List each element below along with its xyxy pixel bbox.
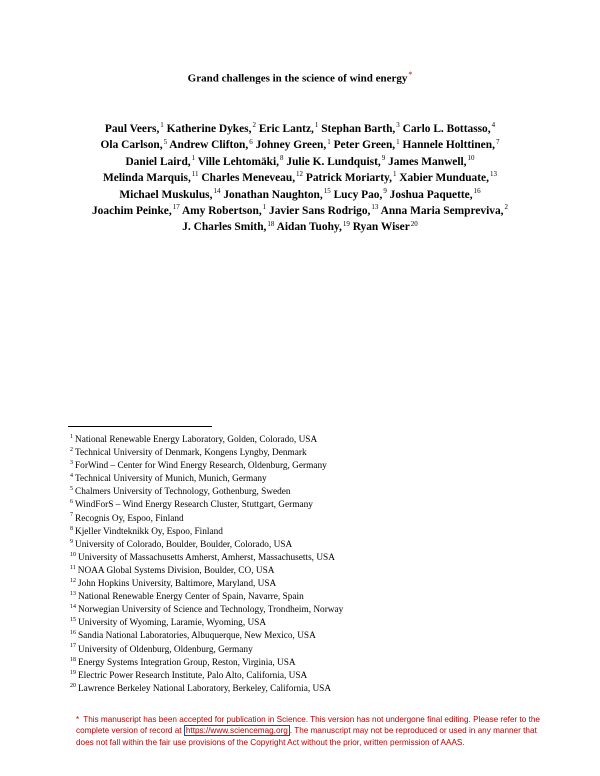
author-affiliation-number: 13 [371, 203, 379, 212]
author-name-text: Charles Meneveau, [201, 172, 296, 185]
author-affiliation-number: 18 [267, 219, 275, 228]
author-name-text: Stephan Barth, [321, 123, 396, 135]
affiliation-item [70, 460, 550, 473]
author-affiliation-number: 8 [280, 154, 284, 163]
author-affiliation-number: 9 [381, 154, 386, 163]
affiliation-number: 6 [70, 499, 73, 506]
affiliation-text: Lawrence Berkeley National Laboratory, Berkeley, California, USA [78, 683, 332, 694]
footnote-divider [68, 426, 212, 427]
affiliation-item [70, 539, 550, 552]
author-name-text: Julie K. Lundquist, [286, 155, 381, 168]
affiliation-text: NOAA Global Systems Division, Boulder, CO, USA [77, 565, 275, 576]
author-name-text: Patrick Moriarty, [305, 172, 392, 185]
affiliation-item [70, 499, 550, 512]
affiliation-text: Technical University of Munich, Munich, Germany [75, 474, 267, 485]
author-name [321, 123, 400, 135]
author-name [198, 156, 284, 168]
author-affiliation-number: 11 [191, 170, 199, 179]
author-name-text: Ville Lehtomäki, [197, 155, 280, 168]
affiliation-item [70, 513, 550, 526]
author-name [389, 186, 481, 201]
affiliation-item [70, 657, 550, 670]
author-name [169, 139, 252, 151]
affiliation-item [70, 670, 550, 683]
author-name-text: Andrew Clifton, [169, 139, 249, 152]
author-name-text: Javier Sans Rodrigo, [269, 205, 371, 218]
author-name [388, 156, 474, 168]
author-name-text: Hannele Holttinen, [402, 139, 495, 152]
affiliation-item [70, 591, 550, 604]
title-footnote-marker: * [408, 70, 413, 79]
footnote-marker: * [76, 715, 80, 724]
author-name [256, 139, 331, 151]
affiliation-item [70, 578, 550, 591]
author-name [259, 123, 319, 135]
affiliation-number: 16 [70, 630, 76, 637]
affiliation-number: 18 [70, 656, 76, 663]
author-name [182, 205, 266, 217]
affiliation-number: 9 [70, 538, 73, 545]
author-affiliation-number: 14 [213, 186, 221, 195]
author-affiliation-number: 1 [327, 137, 331, 146]
affiliation-number: 20 [70, 682, 76, 689]
author-name [269, 205, 378, 217]
author-affiliation-number: 6 [249, 137, 253, 146]
author-name-text: Katherine Dykes, [166, 123, 252, 135]
affiliation-item [70, 486, 550, 499]
affiliation-number: 5 [70, 486, 73, 493]
affiliation-text: Kjeller Vindteknikk Oy, Espoo, Finland [75, 526, 223, 537]
author-affiliation-number: 20 [410, 219, 418, 228]
author-affiliation-number: 1 [262, 203, 267, 212]
affiliation-text: John Hopkins University, Baltimore, Maryland, USA [78, 579, 277, 590]
author-affiliation-number: 17 [172, 203, 180, 212]
author-affiliation-number: 19 [342, 219, 350, 228]
author-name-text: Anna Maria Sempreviva, [380, 205, 504, 218]
author-name-text: Lucy Pao, [333, 188, 383, 201]
author-name-text: Johney Green, [255, 139, 327, 152]
author-affiliation-number: 2 [252, 121, 256, 130]
author-affiliation-number: 1 [314, 121, 319, 130]
author-name-text: Daniel Laird, [125, 155, 191, 168]
author-name [105, 123, 164, 135]
author-name-text: Amy Robertson, [181, 205, 262, 218]
affiliation-text: University of Oldenburg, Oldenburg, Germany [78, 644, 253, 655]
author-affiliation-number: 7 [495, 137, 500, 146]
author-list [84, 121, 516, 236]
affiliation-number: 8 [70, 525, 73, 532]
author-name-text: Carlo L. Bottasso, [402, 123, 491, 135]
affiliation-number: 15 [70, 617, 76, 624]
affiliation-text: Energy Systems Integration Group, Reston, Virginia, USA [78, 657, 296, 668]
affiliation-number: 12 [70, 577, 76, 584]
author-name [403, 123, 495, 135]
author-name [182, 221, 274, 233]
author-name-text: Joachim Peinke, [91, 205, 172, 218]
affiliation-text: WindForS – Wind Energy Research Cluster, Stuttgart, Germany [75, 500, 313, 511]
affiliation-item [70, 434, 550, 447]
author-name [103, 172, 199, 184]
author-affiliation-number: 13 [489, 170, 497, 179]
author-affiliation-number: 1 [191, 154, 196, 163]
author-name-text: Ryan Wiser [352, 221, 410, 234]
affiliation-number: 10 [70, 551, 76, 558]
affiliation-item [70, 644, 550, 657]
affiliation-item [70, 630, 550, 643]
author-name [92, 205, 180, 217]
author-name-text: Peter Green, [333, 139, 396, 152]
title-text: Grand challenges in the science of wind energy [187, 72, 408, 85]
affiliation-text: Norwegian University of Science and Technology, Trondheim, Norway [78, 605, 344, 616]
affiliation-item [70, 617, 550, 630]
affiliation-item [70, 604, 550, 617]
affiliation-item [70, 526, 550, 539]
paper-title [0, 70, 600, 85]
author-name [333, 186, 387, 201]
affiliation-item [70, 552, 550, 565]
author-name-text: Eric Lantz, [258, 123, 314, 135]
affiliation-item [70, 473, 550, 486]
affiliation-text: University of Massachusetts Amherst, Amherst, Massachusetts, USA [78, 552, 335, 563]
author-name [381, 205, 508, 217]
affiliation-number: 19 [70, 669, 76, 676]
affiliation-text: Technical University of Denmark, Kongens Lyngby, Denmark [75, 448, 307, 459]
author-name [399, 172, 497, 184]
author-name-text: Melinda Marquis, [103, 172, 191, 185]
author-affiliation-number: 1 [392, 170, 397, 179]
author-name-text: Paul Veers, [104, 123, 160, 135]
author-name [167, 123, 256, 135]
author-affiliation-number: 5 [163, 137, 168, 146]
author-name-text: Ola Carlson, [100, 139, 163, 152]
author-name-text: J. Charles Smith, [182, 221, 267, 234]
author-name-text: James Manwell, [388, 155, 467, 168]
sciencemag-link[interactable]: https://www.sciencemag.org [185, 726, 288, 736]
author-name-text: Xabier Munduate, [399, 172, 489, 185]
affiliation-list [70, 434, 550, 696]
affiliation-number: 7 [70, 512, 73, 519]
affiliation-number: 17 [70, 643, 76, 650]
affiliation-number: 1 [70, 433, 73, 440]
affiliation-text: Chalmers University of Technology, Gothenburg, Sweden [75, 487, 291, 498]
affiliation-item [70, 447, 550, 460]
affiliation-text: National Renewable Energy Laboratory, Golden, Colorado, USA [75, 435, 318, 445]
author-affiliation-number: 12 [296, 170, 304, 179]
author-name [403, 139, 500, 151]
affiliation-text: University of Wyoming, Laramie, Wyoming, USA [78, 618, 267, 629]
author-affiliation-number: 4 [491, 121, 496, 130]
affiliation-text: ForWind – Center for Wind Energy Research, Oldenburg, Germany [75, 461, 327, 472]
affiliation-number: 11 [70, 564, 76, 571]
affiliation-number: 13 [70, 591, 76, 598]
author-name-text: Aidan Tuohy, [276, 221, 342, 234]
author-name [125, 156, 195, 168]
affiliation-text: Recognis Oy, Espoo, Finland [75, 513, 184, 524]
author-name-text: Michael Muskulus, [119, 188, 213, 201]
author-name [223, 186, 331, 201]
publication-footnote [76, 714, 546, 748]
affiliation-text: Sandia National Laboratories, Albuquerque, New Mexico, USA [78, 631, 316, 642]
author-name [277, 221, 350, 233]
affiliation-number: 2 [70, 447, 73, 453]
affiliation-item [70, 683, 550, 696]
author-name [201, 172, 303, 184]
footnote-text-after: . The manuscript may not be reproduced or used in any manner that does not fall within the fair use provisions of the Copyright Act without the prior, written permission of AAAS. [76, 726, 537, 747]
affiliation-text: University of Colorado, Boulder, Boulder, Colorado, USA [75, 539, 293, 550]
affiliation-text: Electric Power Research Institute, Palo Alto, California, USA [78, 670, 308, 681]
affiliation-number: 4 [70, 473, 73, 480]
author-affiliation-number: 15 [323, 186, 331, 195]
author-name [119, 186, 221, 201]
author-name [286, 156, 385, 168]
author-affiliation-number: 1 [160, 121, 164, 130]
author-affiliation-number: 9 [383, 186, 387, 195]
affiliation-number: 3 [70, 460, 73, 467]
author-name-text: Joshua Paquette, [389, 188, 473, 201]
author-name [306, 172, 397, 184]
author-name [353, 221, 418, 233]
affiliation-text: National Renewable Energy Center of Spain, Navarre, Spain [78, 592, 304, 603]
author-affiliation-number: 3 [396, 121, 400, 130]
author-name-text: Jonathan Naughton, [223, 188, 323, 201]
author-affiliation-number: 10 [467, 154, 475, 163]
affiliation-item [70, 565, 550, 578]
author-affiliation-number: 2 [504, 203, 508, 212]
author-name [101, 139, 168, 151]
author-affiliation-number: 1 [396, 137, 400, 146]
footnote-text-before: This manuscript has been accepted for publication in Science. This version has not undergone final editing. Please refer to the complete version of record at [76, 715, 540, 736]
author-name [334, 139, 400, 151]
affiliation-number: 14 [70, 604, 76, 611]
author-affiliation-number: 16 [473, 186, 481, 195]
